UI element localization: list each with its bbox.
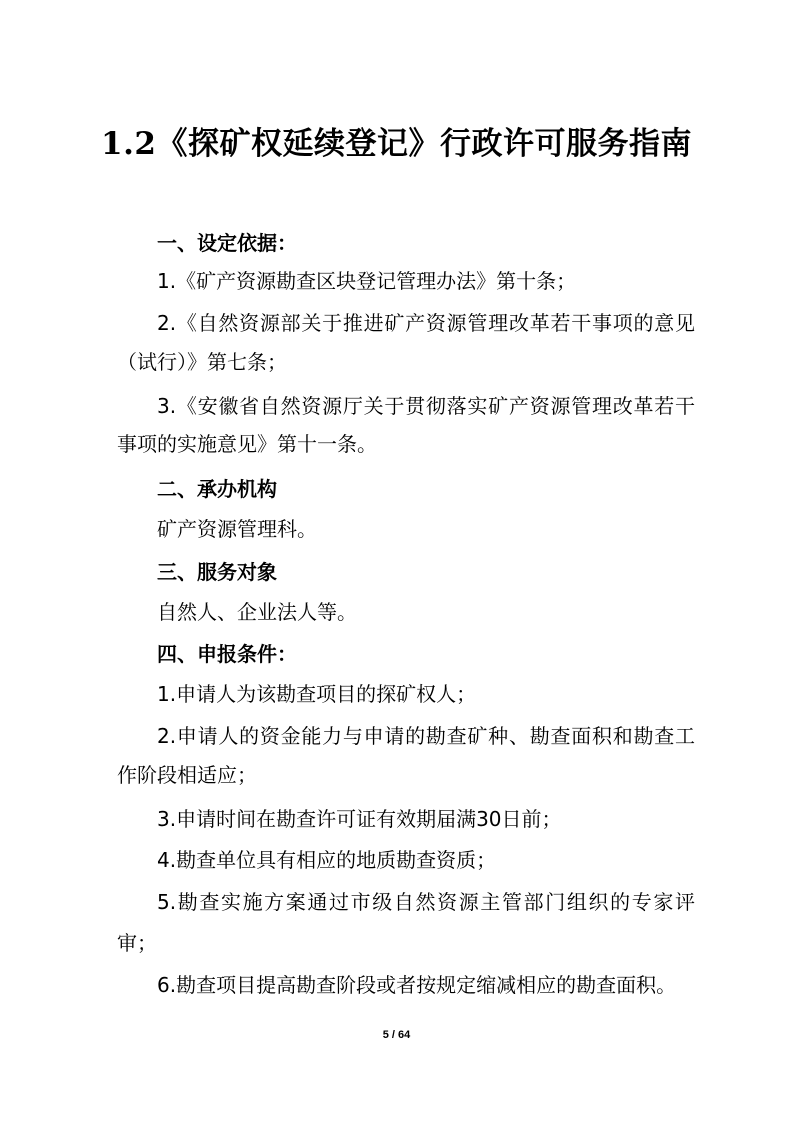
- section-heading-agency: 二、承办机构: [157, 477, 277, 501]
- section-heading-conditions: 四、申报条件：: [157, 642, 297, 666]
- section-heading-basis: 一、设定依据：: [157, 231, 297, 255]
- section-heading-target: 三、服务对象: [157, 560, 277, 584]
- condition-item-2-line-2: 作阶段相适应；: [117, 763, 257, 787]
- condition-item-2-line-1: 2.申请人的资金能力与申请的勘查矿种、勘查面积和勘查工: [157, 724, 695, 748]
- condition-item-1: 1.申请人为该勘查项目的探矿权人；: [157, 682, 477, 706]
- page-number: 5 / 64: [382, 1029, 411, 1041]
- condition-item-4: 4.勘查单位具有相应的地质勘查资质；: [157, 848, 497, 872]
- condition-item-5-line-1: 5.勘查实施方案通过市级自然资源主管部门组织的专家评: [157, 890, 695, 914]
- basis-item-1: 1.《矿产资源勘查区块登记管理办法》第十条；: [157, 269, 577, 293]
- target-text: 自然人、企业法人等。: [157, 600, 357, 624]
- condition-item-6: 6.勘查项目提高勘查阶段或者按规定缩减相应的勘查面积。: [157, 973, 677, 997]
- page-title: 1.2《探矿权延续登记》行政许可服务指南: [101, 126, 692, 162]
- basis-item-3-line-2: 事项的实施意见》第十一条。: [117, 432, 377, 456]
- agency-text: 矿产资源管理科。: [157, 517, 317, 541]
- basis-item-3-line-1: 3.《安徽省自然资源厅关于贯彻落实矿产资源管理改革若干: [157, 394, 695, 418]
- condition-item-5-line-2: 审；: [117, 931, 157, 955]
- basis-item-2-line-1: 2.《自然资源部关于推进矿产资源管理改革若干事项的意见: [157, 311, 695, 335]
- basis-item-2-line-2: （试行）》第七条；: [117, 350, 287, 374]
- condition-item-3: 3.申请时间在勘查许可证有效期届满30日前；: [157, 807, 562, 831]
